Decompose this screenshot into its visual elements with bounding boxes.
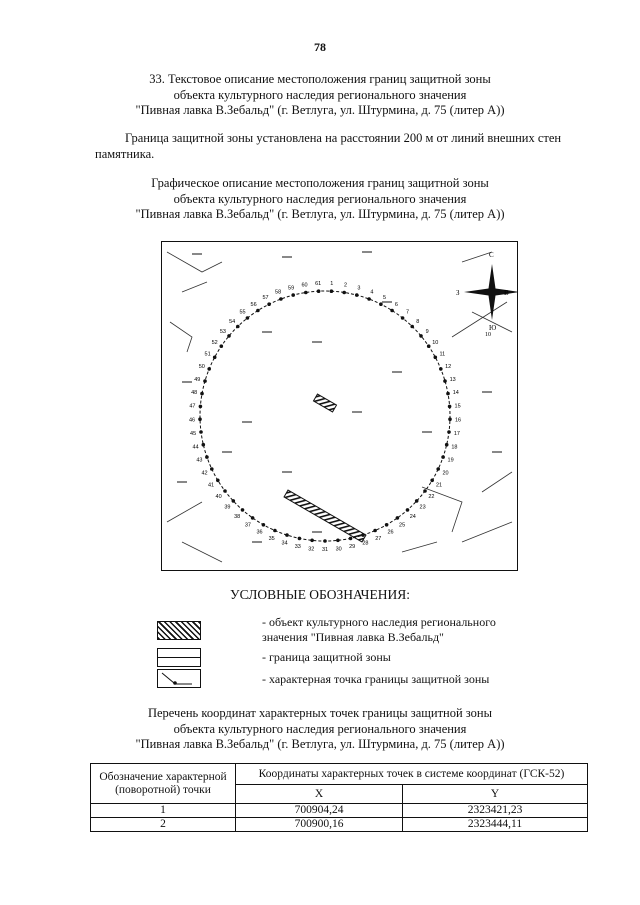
boundary-point-marker	[330, 289, 334, 293]
boundary-point-marker	[373, 529, 377, 533]
boundary-point-label: 51	[204, 351, 211, 358]
coords-heading	[0, 706, 640, 753]
boundary-point-label: 7	[405, 309, 410, 316]
boundary-point-marker	[246, 316, 250, 320]
coords-heading-line-2: объекта культурного наследия регионального значения	[173, 721, 467, 736]
table-row	[91, 818, 588, 832]
header-x: X	[236, 785, 403, 804]
boundary-point-label: 40	[215, 493, 222, 500]
boundary-point-marker	[291, 293, 295, 297]
boundary-point-label: 9	[425, 328, 429, 335]
boundary-point-marker	[448, 405, 452, 409]
boundary-point-label: 5	[382, 295, 387, 301]
boundary-point-label: 29	[349, 544, 356, 551]
boundary-point-label: 14	[452, 390, 459, 397]
legend-text-object-line-2: значения "Пивная лавка В.Зебальд"	[262, 630, 444, 644]
boundary-point-marker	[200, 392, 204, 396]
boundary-point-marker	[445, 443, 449, 447]
boundary-point-label: 13	[449, 376, 456, 383]
boundary-point-marker	[390, 309, 394, 313]
boundary-point-label: 19	[447, 457, 454, 464]
boundary-point-marker	[423, 489, 427, 493]
boundary-point-label: 34	[281, 540, 288, 547]
section-heading-line-3: "Пивная лавка В.Зебальд" (г. Ветлуга, ул. Штурмина, д. 75 (литер А))	[135, 103, 505, 117]
cell-x: 700900,16	[236, 818, 403, 832]
compass-north: С	[489, 251, 494, 259]
cell-y: 2323444,11	[403, 818, 588, 832]
boundary-point-marker	[213, 356, 217, 360]
boundary-point-label: 3	[357, 285, 361, 292]
coordinates-table	[90, 763, 588, 832]
boundary-point-label: 10	[432, 339, 439, 346]
section-heading-line-2: объекта культурного наследия регионального значения	[173, 87, 467, 102]
boundary-point-label: 12	[445, 363, 452, 370]
legend-title: УСЛОВНЫЕ ОБОЗНАЧЕНИЯ:	[230, 587, 410, 602]
boundary-point-label: 6	[394, 301, 398, 308]
boundary-point-marker	[427, 344, 431, 348]
scale-label: 10	[485, 332, 491, 338]
boundary-point-label: 58	[275, 289, 282, 296]
boundary-point-marker	[256, 309, 260, 313]
boundary-point-label: 36	[256, 529, 263, 536]
boundary-point-label: 8	[416, 318, 420, 325]
boundary-point-marker	[430, 479, 434, 483]
legend-text-object-line-1: - объект культурного наследия регионального	[262, 615, 496, 629]
boundary-point-marker	[199, 430, 203, 434]
boundary-point-label: 47	[189, 403, 196, 410]
boundary-point-marker	[202, 443, 206, 447]
boundary-point-marker	[448, 417, 452, 421]
boundary-point-marker	[410, 325, 414, 329]
boundary-point-marker	[323, 539, 327, 543]
boundary-point-label: 39	[224, 504, 231, 511]
boundary-point-label: 53	[219, 328, 226, 335]
boundary-point-marker	[342, 291, 346, 295]
legend-symbol-point	[157, 669, 201, 688]
boundary-point-marker	[279, 297, 283, 301]
boundary-point-marker	[241, 508, 245, 512]
boundary-point-marker	[236, 325, 240, 329]
legend-text-point: - характерная точка границы защитной зоны	[262, 672, 490, 686]
heritage-object	[313, 394, 336, 412]
boundary-point-marker	[419, 334, 423, 338]
protective-zone-boundary	[200, 291, 450, 541]
boundary-point-marker	[310, 539, 314, 543]
boundary-point-marker	[273, 529, 277, 533]
boundary-point-label: 28	[362, 540, 369, 547]
boundary-point-marker	[203, 379, 207, 383]
boundary-point-marker	[304, 291, 308, 295]
legend-symbol-boundary	[157, 648, 201, 667]
text-description	[95, 130, 595, 162]
coords-heading-line-3: "Пивная лавка В.Зебальд" (г. Ветлуга, ул. Штурмина, д. 75 (литер А))	[135, 737, 505, 751]
boundary-point-label: 43	[196, 457, 203, 464]
boundary-point-marker	[267, 302, 271, 306]
boundary-point-marker	[223, 489, 227, 493]
boundary-point-label: 55	[239, 309, 246, 316]
boundary-point-label: 31	[321, 547, 329, 553]
boundary-point-label: 26	[387, 529, 394, 536]
boundary-point-label: 49	[194, 376, 201, 383]
boundary-point-marker	[436, 467, 440, 471]
boundary-point-label: 1	[330, 281, 334, 288]
boundary-point-marker	[439, 367, 443, 371]
boundary-point-label: 46	[188, 417, 196, 424]
boundary-point-label: 48	[191, 390, 198, 397]
boundary-point-label: 25	[399, 522, 406, 529]
table-row	[91, 804, 588, 818]
compass-rose	[456, 251, 517, 338]
boundary-point-marker	[447, 430, 451, 434]
boundary-point-label: 30	[335, 546, 342, 553]
header-y: Y	[403, 785, 588, 804]
legend-symbol-object	[157, 621, 201, 640]
legend-text-boundary: - граница защитной зоны	[262, 650, 391, 664]
boundary-point-marker	[210, 467, 214, 471]
boundary-point-marker	[367, 297, 371, 301]
boundary-point-marker	[216, 479, 220, 483]
cell-point: 2	[91, 818, 236, 832]
boundary-point-label: 59	[288, 285, 295, 292]
boundary-point-marker	[205, 455, 209, 459]
boundary-point-label: 2	[343, 282, 348, 289]
zone-map	[161, 241, 518, 571]
boundary-point-label: 52	[211, 339, 218, 346]
boundary-point-label: 24	[409, 513, 416, 520]
text-description-body: Граница защитной зоны установлена на расстоянии 200 м от линий внешних стен памятника.	[95, 131, 562, 161]
boundary-point-label: 17	[453, 431, 460, 438]
compass-east: В	[504, 289, 509, 297]
boundary-point-label: 18	[451, 444, 458, 451]
boundary-point-label: 15	[454, 403, 461, 410]
legend-text-object	[262, 615, 496, 645]
cell-point: 1	[91, 804, 236, 818]
compass-south: Ю	[489, 324, 497, 332]
boundary-point-marker	[415, 499, 419, 503]
boundary-point-label: 54	[229, 318, 236, 325]
boundary-point-marker	[227, 334, 231, 338]
boundary-point-marker	[336, 539, 340, 543]
boundary-point-label: 38	[234, 513, 241, 520]
boundary-point-marker	[220, 344, 224, 348]
coords-heading-line-1: Перечень координат характерных точек границы защитной зоны	[147, 706, 493, 720]
boundary-point-label: 11	[439, 351, 446, 358]
boundary-point-label: 37	[244, 522, 251, 529]
boundary-point-label: 23	[419, 504, 426, 511]
section-heading-line-1: 33. Текстовое описание местоположения границ защитной зоны	[149, 72, 491, 86]
boundary-point-marker	[441, 455, 445, 459]
boundary-point-marker	[251, 516, 255, 520]
boundary-point-marker	[379, 302, 383, 306]
graphic-heading-line-1: Графическое описание местоположения границ защитной зоны	[151, 176, 489, 190]
boundary-point-marker	[198, 417, 202, 421]
graphic-heading	[0, 176, 640, 223]
boundary-point-label: 21	[435, 482, 443, 489]
boundary-point-label: 42	[201, 470, 208, 477]
boundary-point-marker	[207, 367, 211, 371]
header-coords: Координаты характерных точек в системе координат (ГСК-52)	[236, 764, 588, 785]
boundary-point-label: 50	[198, 363, 205, 370]
graphic-heading-line-3: "Пивная лавка В.Зебальд" (г. Ветлуга, ул. Штурмина, д. 75 (литер А))	[135, 207, 505, 221]
boundary-point-marker	[317, 289, 321, 293]
boundary-point-label: 57	[262, 295, 269, 301]
cell-x: 700904,24	[236, 804, 403, 818]
boundary-point-marker	[406, 508, 410, 512]
boundary-point-marker	[361, 533, 365, 537]
boundary-point-label: 27	[375, 535, 382, 542]
boundary-point-marker	[349, 537, 353, 541]
boundary-point-label: 56	[250, 301, 257, 308]
boundary-point-marker	[355, 293, 359, 297]
boundary-point-marker	[232, 499, 236, 503]
boundary-point-label: 61	[315, 281, 322, 288]
boundary-point-label: 35	[268, 535, 275, 542]
boundary-point-label: 33	[294, 544, 301, 551]
header-point: Обозначение характерной (поворотной) точки	[91, 764, 236, 804]
graphic-heading-line-2: объекта культурного наследия регионального значения	[173, 191, 467, 206]
boundary-point-marker	[396, 516, 400, 520]
cell-y: 2323421,23	[403, 804, 588, 818]
boundary-point-label: 41	[207, 482, 215, 489]
boundary-point-label: 20	[442, 470, 449, 477]
boundary-point-label: 60	[301, 282, 308, 289]
boundary-point-marker	[434, 356, 438, 360]
zone-map-svg	[162, 242, 517, 570]
boundary-point-label: 16	[454, 417, 462, 424]
section-heading	[0, 72, 640, 119]
boundary-point-marker	[199, 405, 203, 409]
building-strip	[284, 490, 366, 542]
boundary-point-marker	[298, 537, 302, 541]
boundary-point-label: 45	[190, 431, 197, 438]
compass-west: З	[456, 289, 460, 297]
boundary-point-label: 44	[192, 444, 199, 451]
point-marker-icon	[158, 670, 200, 687]
boundary-point-marker	[262, 523, 266, 527]
boundary-point-marker	[385, 523, 389, 527]
boundary-point-marker	[401, 316, 405, 320]
boundary-point-label: 32	[308, 546, 315, 553]
boundary-point-label: 4	[370, 289, 374, 296]
boundary-point-marker	[443, 379, 447, 383]
boundary-point-marker	[285, 533, 289, 537]
page-number: 78	[314, 40, 326, 54]
boundary-point-marker	[446, 392, 450, 396]
boundary-point-label: 22	[428, 493, 435, 500]
